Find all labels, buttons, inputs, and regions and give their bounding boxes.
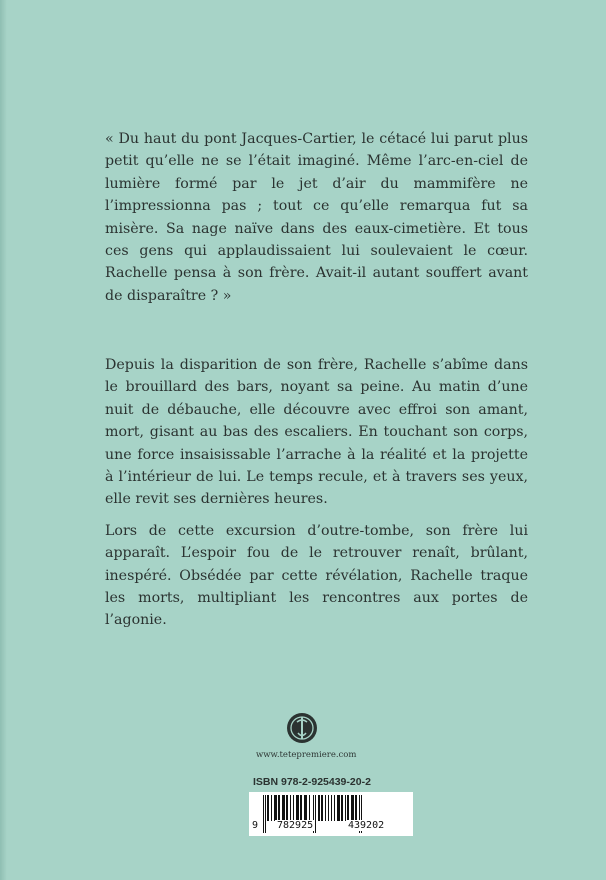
excerpt-quote: « Du haut du pont Jacques-Cartier, le cétacé lui parut plus petit qu’elle ne se l’était imaginé. Même l’arc-en-ciel de lumière formé par le jet d’air du mammifère ne l’impressionna pas ; tout ce qu’elle remarqua fut sa misère. Sa nage naïve dans des eaux-cimetière. Et tous ces gens qui applaudissaient lui soulevaient le cœur. Rachelle pensa à son frère. Avait-il autant souffert avant de disparaître ? » <box>105 131 528 304</box>
publisher-logo-icon <box>286 712 318 744</box>
synopsis-paragraph-2: Lors de cette excursion d’outre-tombe, son frère lui apparaît. L’espoir fou de le retrouver renaît, brûlant, inespéré. Obsédée par cette révélation, Rachelle traque les morts, multipliant les rencontres aux portes de l’agonie. <box>105 522 528 629</box>
isbn-label: ISBN 978-2-925439-20-2 <box>253 776 371 788</box>
barcode-digits <box>249 818 413 834</box>
book-spine-edge <box>0 0 7 880</box>
synopsis-paragraph-1: Depuis la disparition de son frère, Rachelle s’abîme dans le brouillard des bars, noyant sa peine. Au matin d’une nuit de débauche, elle découvre avec effroi son amant, mort, gisant au bas des escaliers. En touchant son corps, une force insaisissable l’arrache à la réalité et la projette à l’intérieur de lui. Le temps recule, et à travers ses yeux, elle revit ses dernières heures. <box>105 357 528 508</box>
barcode-left-group: 782925 <box>277 820 314 831</box>
barcode-right-group: 439202 <box>348 820 385 831</box>
synopsis <box>105 354 528 641</box>
barcode-first-digit: 9 <box>252 820 259 831</box>
publisher-website: www.tetepremiere.com <box>256 750 357 760</box>
